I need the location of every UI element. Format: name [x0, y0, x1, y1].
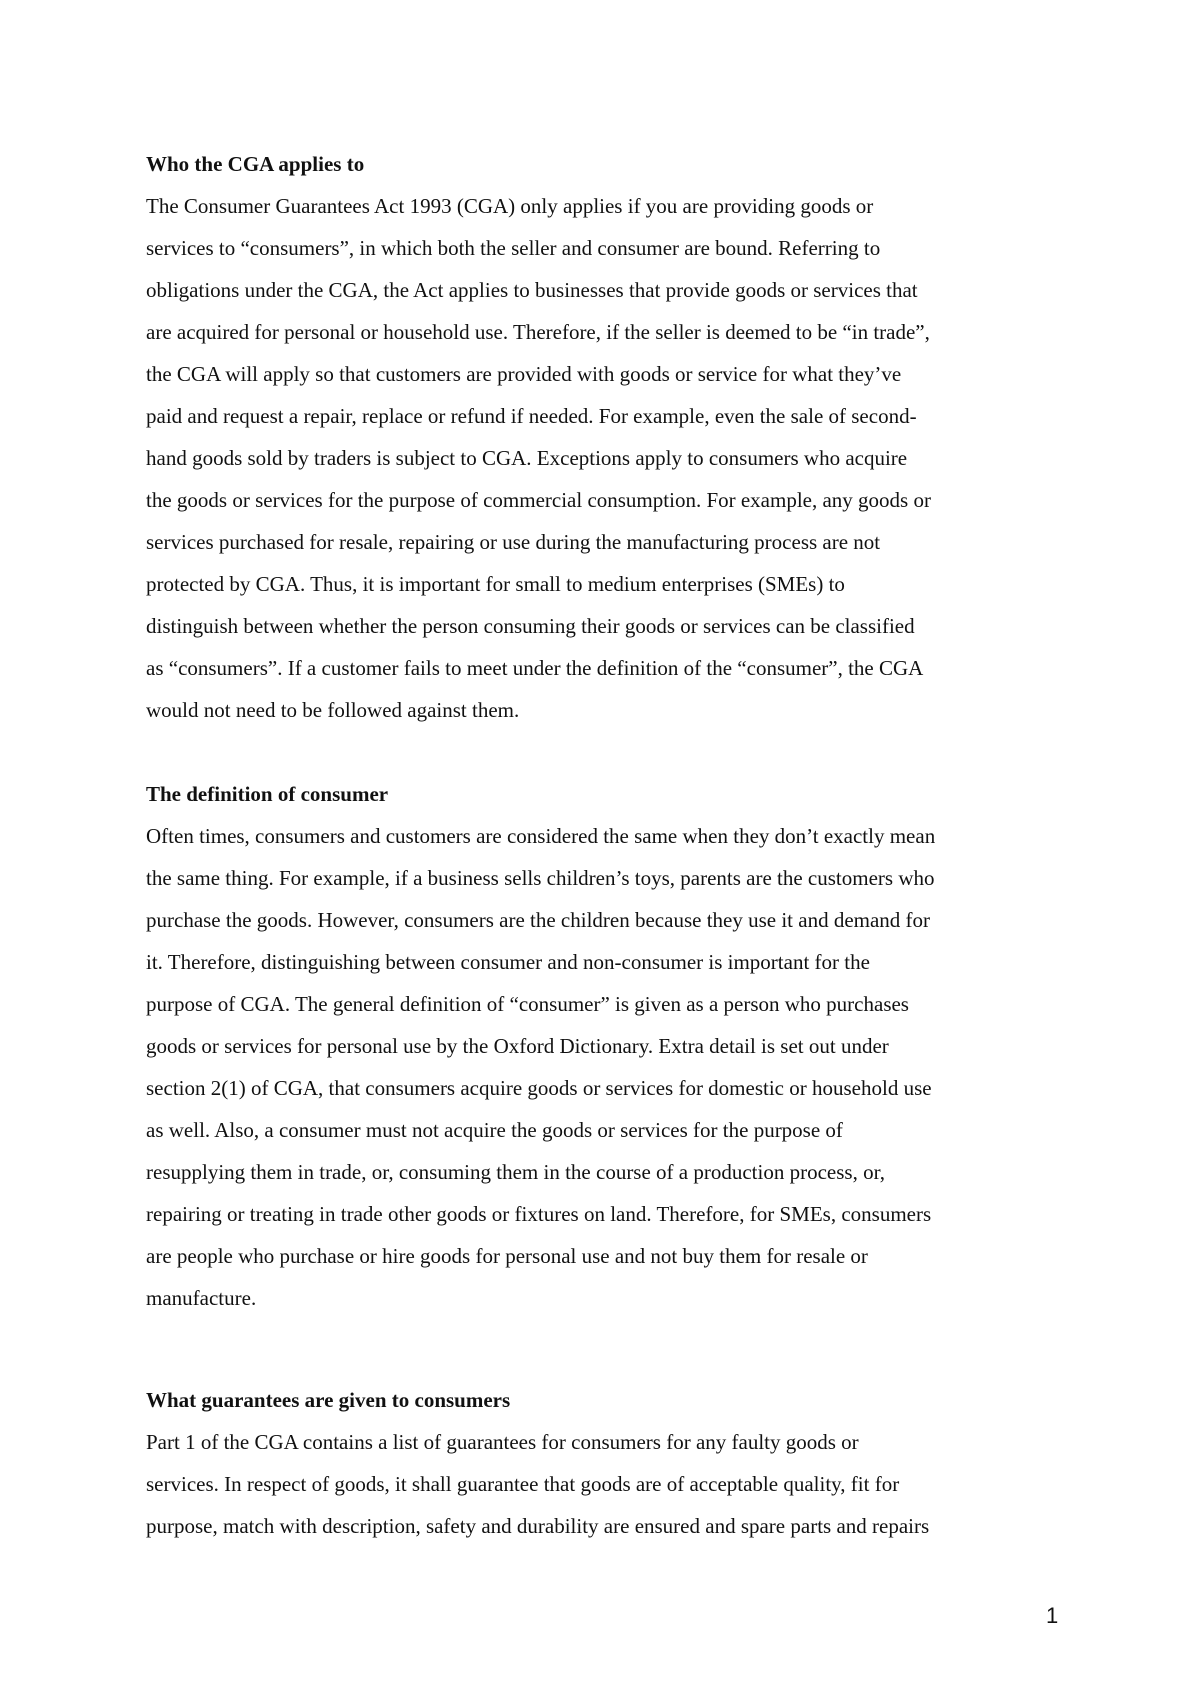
paragraph-line: Part 1 of the CGA contains a list of guarantees for consumers for any faulty goods or — [146, 1430, 859, 1454]
paragraph-line: purpose, match with description, safety and durability are ensured and spare parts and repairs — [146, 1514, 930, 1538]
paragraph-line: services. In respect of goods, it shall guarantee that goods are of acceptable quality, fit for — [146, 1472, 900, 1496]
section-paragraph — [146, 185, 931, 731]
paragraph-line: repairing or treating in trade other goods or fixtures on land. Therefore, for SMEs, consumers — [146, 1202, 932, 1226]
page-number: 1 — [1046, 1603, 1059, 1628]
paragraph-line: Often times, consumers and customers are considered the same when they don’t exactly mean — [146, 824, 936, 848]
section-paragraph — [146, 1421, 929, 1547]
section-guarantees-to-consumers — [146, 1379, 929, 1547]
section-heading: What guarantees are given to consumers — [146, 1388, 511, 1412]
paragraph-line: distinguish between whether the person consuming their goods or services can be classified — [146, 614, 915, 638]
paragraph-line: the goods or services for the purpose of commercial consumption. For example, any goods or — [146, 488, 931, 512]
paragraph-line: the same thing. For example, if a business sells children’s toys, parents are the customers who — [146, 866, 935, 890]
paragraph-line: are acquired for personal or household use. Therefore, if the seller is deemed to be “in trade”, — [146, 320, 930, 344]
paragraph-line: services to “consumers”, in which both the seller and consumer are bound. Referring to — [146, 236, 881, 260]
paragraph-line: it. Therefore, distinguishing between consumer and non-consumer is important for the — [146, 950, 870, 974]
paragraph-line: The Consumer Guarantees Act 1993 (CGA) only applies if you are providing goods or — [146, 194, 874, 218]
paragraph-line: hand goods sold by traders is subject to CGA. Exceptions apply to consumers who acquire — [146, 446, 908, 470]
paragraph-line: are people who purchase or hire goods for personal use and not buy them for resale or — [146, 1244, 868, 1268]
paragraph-line: would not need to be followed against them. — [146, 698, 520, 722]
section-heading: The definition of consumer — [146, 782, 389, 806]
section-who-cga-applies — [146, 143, 931, 731]
paragraph-line: resupplying them in trade, or, consuming them in the course of a production process, or, — [146, 1160, 885, 1184]
paragraph-line: protected by CGA. Thus, it is important for small to medium enterprises (SMEs) to — [146, 572, 845, 596]
paragraph-line: purchase the goods. However, consumers are the children because they use it and demand for — [146, 908, 931, 932]
paragraph-line: goods or services for personal use by the Oxford Dictionary. Extra detail is set out under — [146, 1034, 889, 1058]
section-paragraph — [146, 815, 935, 1319]
paragraph-line: section 2(1) of CGA, that consumers acquire goods or services for domestic or household use — [146, 1076, 932, 1100]
paragraph-line: obligations under the CGA, the Act applies to businesses that provide goods or services that — [146, 278, 918, 302]
section-heading: Who the CGA applies to — [146, 152, 365, 176]
paragraph-line: as “consumers”. If a customer fails to meet under the definition of the “consumer”, the CGA — [146, 656, 924, 680]
paragraph-line: the CGA will apply so that customers are provided with goods or service for what they’ve — [146, 362, 902, 386]
paragraph-line: paid and request a repair, replace or refund if needed. For example, even the sale of second- — [146, 404, 917, 428]
section-definition-of-consumer — [146, 773, 935, 1319]
paragraph-line: as well. Also, a consumer must not acquire the goods or services for the purpose of — [146, 1118, 843, 1142]
paragraph-line: manufacture. — [146, 1286, 257, 1310]
paragraph-line: services purchased for resale, repairing or use during the manufacturing process are not — [146, 530, 881, 554]
paragraph-line: purpose of CGA. The general definition of “consumer” is given as a person who purchases — [146, 992, 909, 1016]
